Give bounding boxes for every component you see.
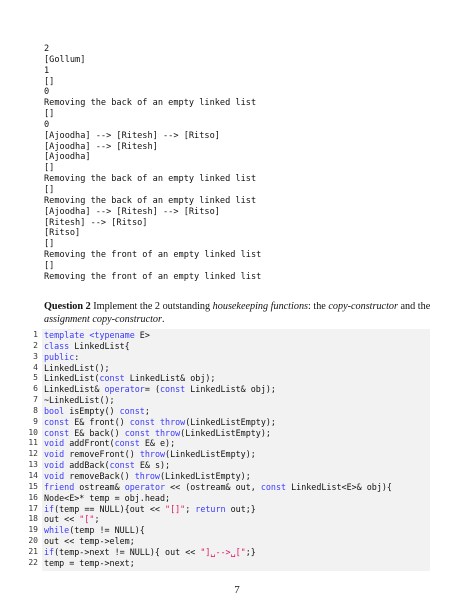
code-token: (temp != NULL){ — [69, 525, 145, 536]
output-line: [Ajoodha] --> [Ritesh] --> [Ritso] — [44, 130, 220, 141]
code-token: isEmpty() — [64, 405, 120, 416]
code-text — [44, 352, 79, 363]
code-line — [0, 406, 474, 417]
output-line: Removing the front of an empty linked list — [44, 250, 262, 261]
line-number: 6 — [33, 384, 38, 394]
code-token: ; — [144, 405, 150, 416]
code-keyword: if — [44, 546, 55, 557]
code-token: LinkedList& — [44, 384, 105, 395]
output-line: [Ajoodha] --> [Ritesh] — [44, 141, 158, 152]
output-line: [] — [44, 76, 55, 87]
code-token: (LinkedListEmpty); — [185, 416, 276, 427]
output-line: [Ajoodha] — [44, 152, 91, 163]
code-text — [44, 330, 150, 341]
code-token: LinkedList(); — [44, 362, 110, 373]
question-text-1: Implement the 2 outstanding — [90, 301, 213, 312]
code-text — [44, 536, 135, 547]
code-text — [44, 547, 256, 558]
line-number: 1 — [33, 330, 38, 339]
output-line: [] — [44, 239, 55, 250]
output-line: [Gollum] — [44, 54, 86, 65]
line-number: 10 — [28, 427, 38, 437]
line-number: 9 — [33, 416, 38, 426]
code-keyword: const — [119, 405, 145, 416]
code-line — [0, 471, 474, 482]
code-text — [44, 363, 110, 374]
output-line: 1 — [44, 65, 50, 76]
code-line — [0, 482, 474, 493]
question-paragraph — [44, 301, 434, 327]
question-emphasis-3: assignment copy-constructor — [44, 313, 162, 325]
code-keyword: const throw — [124, 427, 181, 438]
code-token: (LinkedListEmpty); — [165, 449, 256, 460]
code-token: removeBack() — [64, 470, 135, 481]
code-keyword: template <typename — [44, 330, 135, 340]
code-line — [0, 449, 474, 460]
program-output-block — [44, 44, 444, 283]
line-number: 13 — [28, 460, 38, 470]
code-text — [44, 504, 256, 515]
code-text — [44, 406, 150, 417]
line-number: 17 — [28, 503, 38, 513]
output-line: [] — [44, 163, 55, 174]
code-keyword: operator — [124, 481, 166, 492]
output-line: [] — [44, 260, 55, 271]
line-number: 3 — [33, 351, 38, 361]
output-line: [] — [44, 109, 55, 120]
line-number: 4 — [33, 362, 38, 372]
code-text — [44, 373, 215, 384]
code-token: removeFront() — [64, 449, 140, 460]
code-keyword: throw — [139, 449, 166, 460]
code-string: "[]" — [165, 503, 186, 514]
code-line — [0, 373, 474, 384]
code-line — [0, 536, 474, 547]
code-token: ostream& — [74, 481, 125, 492]
question-text-4: . — [162, 313, 165, 325]
code-token: addBack( — [64, 460, 110, 471]
code-token: E> — [134, 330, 150, 340]
code-keyword: void — [44, 438, 65, 449]
question-text-3: and the — [397, 301, 431, 312]
code-token: (LinkedListEmpty); — [180, 427, 271, 438]
code-line — [0, 547, 474, 558]
code-token: LinkedList& obj); — [185, 384, 276, 395]
line-number: 21 — [28, 546, 38, 556]
code-token: LinkedList{ — [69, 340, 130, 351]
code-line — [0, 460, 474, 471]
page-number: 7 — [234, 584, 240, 596]
code-text — [44, 384, 276, 395]
line-number: 8 — [33, 405, 38, 415]
code-line — [0, 514, 474, 525]
question-heading: Question 2 — [44, 301, 91, 312]
output-line: Removing the back of an empty linked list — [44, 174, 257, 185]
code-token: (LinkedListEmpty); — [159, 470, 251, 481]
code-text — [44, 482, 392, 493]
output-line: [Ritso] — [44, 228, 81, 239]
output-line: 0 — [44, 87, 50, 98]
code-text — [44, 493, 170, 504]
code-token: = ( — [144, 384, 160, 395]
code-keyword: void — [44, 449, 65, 460]
code-text — [44, 428, 271, 439]
code-string: "]␣-->␣[" — [200, 546, 246, 557]
code-token: ~LinkedList(); — [44, 395, 115, 406]
code-keyword: const — [260, 481, 287, 492]
code-keyword: const — [109, 460, 135, 471]
code-keyword: const — [44, 427, 70, 438]
code-keyword: const — [99, 373, 125, 384]
code-token: addFront( — [64, 438, 115, 449]
code-line — [0, 558, 474, 569]
question-emphasis-1: housekeeping functions — [212, 301, 308, 312]
code-token: (temp->next != NULL){ out << — [54, 546, 201, 557]
output-line: 0 — [44, 119, 50, 130]
code-token: ; — [185, 503, 196, 514]
code-token: ; — [94, 514, 100, 525]
code-keyword: return — [195, 503, 226, 514]
code-listing — [0, 330, 474, 569]
code-token: : — [74, 351, 80, 362]
code-keyword: void — [44, 460, 65, 471]
code-token: E& front() — [69, 416, 130, 427]
code-line — [0, 438, 474, 449]
code-keyword: operator — [104, 384, 145, 395]
output-line: Removing the front of an empty linked list — [44, 271, 262, 282]
code-keyword: const — [44, 416, 70, 427]
code-keyword: bool — [44, 405, 65, 416]
code-token: temp = temp->next; — [44, 557, 135, 568]
code-token: LinkedList& obj); — [124, 373, 216, 384]
code-line — [0, 363, 474, 374]
code-token: LinkedList<E>& obj){ — [286, 481, 392, 492]
code-text — [44, 341, 130, 352]
code-line — [0, 384, 474, 395]
code-text — [44, 449, 256, 460]
line-number: 16 — [28, 492, 38, 502]
line-number: 2 — [33, 340, 38, 350]
code-line — [0, 330, 474, 341]
code-line — [0, 352, 474, 363]
code-keyword: class — [44, 340, 70, 351]
line-number: 19 — [28, 525, 38, 535]
code-keyword: if — [44, 503, 55, 514]
code-text — [44, 438, 175, 449]
code-token: E& e); — [139, 438, 176, 449]
code-keyword: const — [114, 438, 140, 449]
code-text — [44, 525, 145, 536]
question-text-2: : the — [308, 301, 329, 312]
code-token: out << — [44, 514, 80, 525]
code-token: << (ostream& out, — [165, 481, 261, 492]
code-line — [0, 493, 474, 504]
code-token: (temp == NULL){out << — [54, 503, 166, 514]
code-keyword: public — [44, 351, 75, 362]
code-keyword: const throw — [129, 416, 186, 427]
code-token: out << temp->elem; — [44, 536, 135, 547]
output-line: [Ritesh] --> [Ritso] — [44, 217, 148, 228]
code-text — [44, 558, 135, 569]
code-keyword: const — [160, 384, 186, 395]
line-number: 15 — [28, 481, 38, 491]
line-number: 12 — [28, 449, 38, 459]
code-text — [44, 417, 276, 428]
output-line: 2 — [44, 44, 50, 54]
line-number: 20 — [28, 536, 38, 546]
line-number: 14 — [28, 470, 38, 480]
line-number: 11 — [28, 438, 38, 448]
line-number: 18 — [28, 514, 38, 524]
line-number: 5 — [33, 373, 38, 383]
code-token: Node<E>* temp = obj.head; — [44, 492, 171, 503]
code-text — [44, 395, 115, 406]
code-line — [0, 417, 474, 428]
code-keyword: while — [44, 525, 70, 536]
code-text — [44, 471, 251, 482]
line-number: 22 — [28, 557, 38, 567]
code-token: E& s); — [134, 460, 171, 471]
code-token: LinkedList( — [44, 373, 100, 384]
code-keyword: void — [44, 470, 65, 481]
code-token: out;} — [225, 503, 256, 514]
code-line — [0, 395, 474, 406]
code-text — [44, 460, 170, 471]
code-keyword: throw — [134, 470, 160, 481]
output-line: Removing the back of an empty linked list — [44, 98, 257, 109]
code-line — [0, 428, 474, 439]
code-line — [0, 341, 474, 352]
code-token: E& back() — [69, 427, 125, 438]
code-string: "[" — [79, 514, 95, 525]
code-text — [44, 514, 99, 525]
line-number: 7 — [33, 395, 38, 405]
code-token: ;} — [245, 546, 256, 557]
code-line — [0, 504, 474, 515]
question-emphasis-2: copy-constructor — [328, 301, 398, 312]
output-line: [Ajoodha] --> [Ritesh] --> [Ritso] — [44, 206, 220, 217]
code-keyword: friend — [44, 481, 75, 492]
output-line: [] — [44, 184, 55, 195]
code-line — [0, 525, 474, 536]
output-line: Removing the back of an empty linked list — [44, 195, 257, 206]
